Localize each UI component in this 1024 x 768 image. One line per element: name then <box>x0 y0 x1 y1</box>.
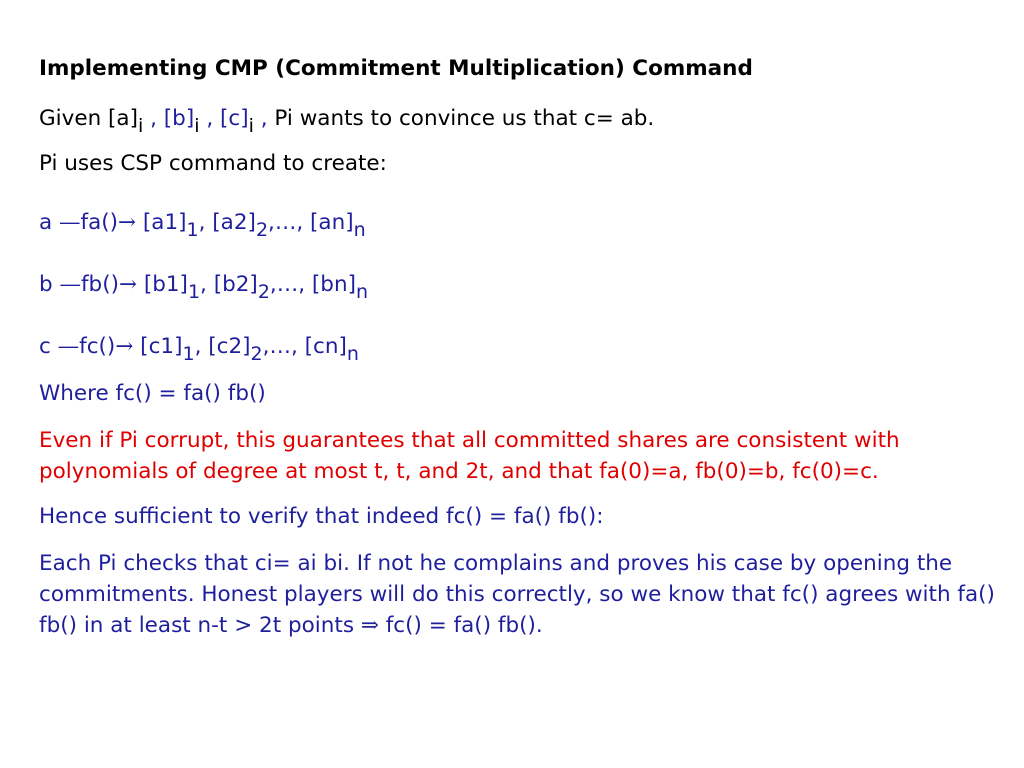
line-share: [a1] <box>136 210 187 235</box>
line-var: b <box>39 272 60 297</box>
line-share: ,…, [bn] <box>269 272 356 297</box>
csp-line: Pi uses CSP command to create: <box>39 151 387 176</box>
line-share: [c1] <box>133 334 183 359</box>
line-share: ,…, [cn] <box>262 334 347 359</box>
implies-icon: ⇒ <box>360 613 379 638</box>
line-share: , [a2] <box>198 210 256 235</box>
line-sub: n <box>346 343 359 365</box>
each-paragraph <box>39 548 1014 641</box>
commit-line-c <box>39 332 359 365</box>
commit-line-b <box>39 270 369 303</box>
each-end: fc() = fa() fb(). <box>378 613 543 638</box>
given-sub-a: i <box>138 115 144 137</box>
hence-line: Hence sufficient to verify that indeed fc() = fa() fb(): <box>39 504 604 529</box>
line-share: , [b2] <box>200 272 258 297</box>
line-sub: 2 <box>257 281 270 303</box>
right-arrow-icon: → <box>115 334 134 359</box>
line-share: [b1] <box>137 272 188 297</box>
line-share: , [c2] <box>194 334 251 359</box>
line-sub: 2 <box>250 343 263 365</box>
given-sep2: , [c] <box>199 106 249 131</box>
dash-icon: — <box>57 334 80 359</box>
line-sub: 1 <box>182 343 195 365</box>
right-arrow-icon: → <box>118 272 137 297</box>
given-sub-b: i <box>194 115 200 137</box>
where-line: Where fc() = fa() fb() <box>39 381 266 406</box>
line-func: fa() <box>80 210 119 235</box>
line-share: ,…, [an] <box>268 210 354 235</box>
given-prefix: Given [a] <box>39 106 138 131</box>
line-var: c <box>39 334 58 359</box>
given-tail: Pi wants to convince us that c= ab. <box>267 106 655 131</box>
given-sub-c: i <box>248 115 254 137</box>
slide-title: Implementing CMP (Commitment Multiplication) Command <box>39 56 753 81</box>
line-func: fb() <box>80 272 119 297</box>
right-arrow-icon: → <box>118 210 137 235</box>
given-sep3: , <box>253 106 268 131</box>
line-sub: 1 <box>186 219 199 241</box>
line-sub: n <box>353 219 366 241</box>
line-sub: 2 <box>255 219 269 241</box>
given-line <box>39 104 655 137</box>
commit-line-a <box>39 208 366 241</box>
line-sub: 1 <box>187 281 201 303</box>
each-main: Each Pi checks that ci= ai bi. If not he complains and proves his case by opening the commitments. Honest players will do this correctly, so we know that fc() agrees with fa() fb() in at least n-t > 2t points <box>39 551 995 638</box>
line-var: a <box>39 210 60 235</box>
given-sep1: , [b] <box>143 106 195 131</box>
line-sub: n <box>355 281 369 303</box>
line-func: fc() <box>79 334 116 359</box>
dash-icon: — <box>59 272 81 297</box>
red-paragraph: Even if Pi corrupt, this guarantees that all committed shares are consistent with polynomials of degree at most t, t, and 2t, and that fa(0)=a, fb(0)=b, fc(0)=c. <box>39 428 900 484</box>
dash-icon: — <box>59 210 81 235</box>
